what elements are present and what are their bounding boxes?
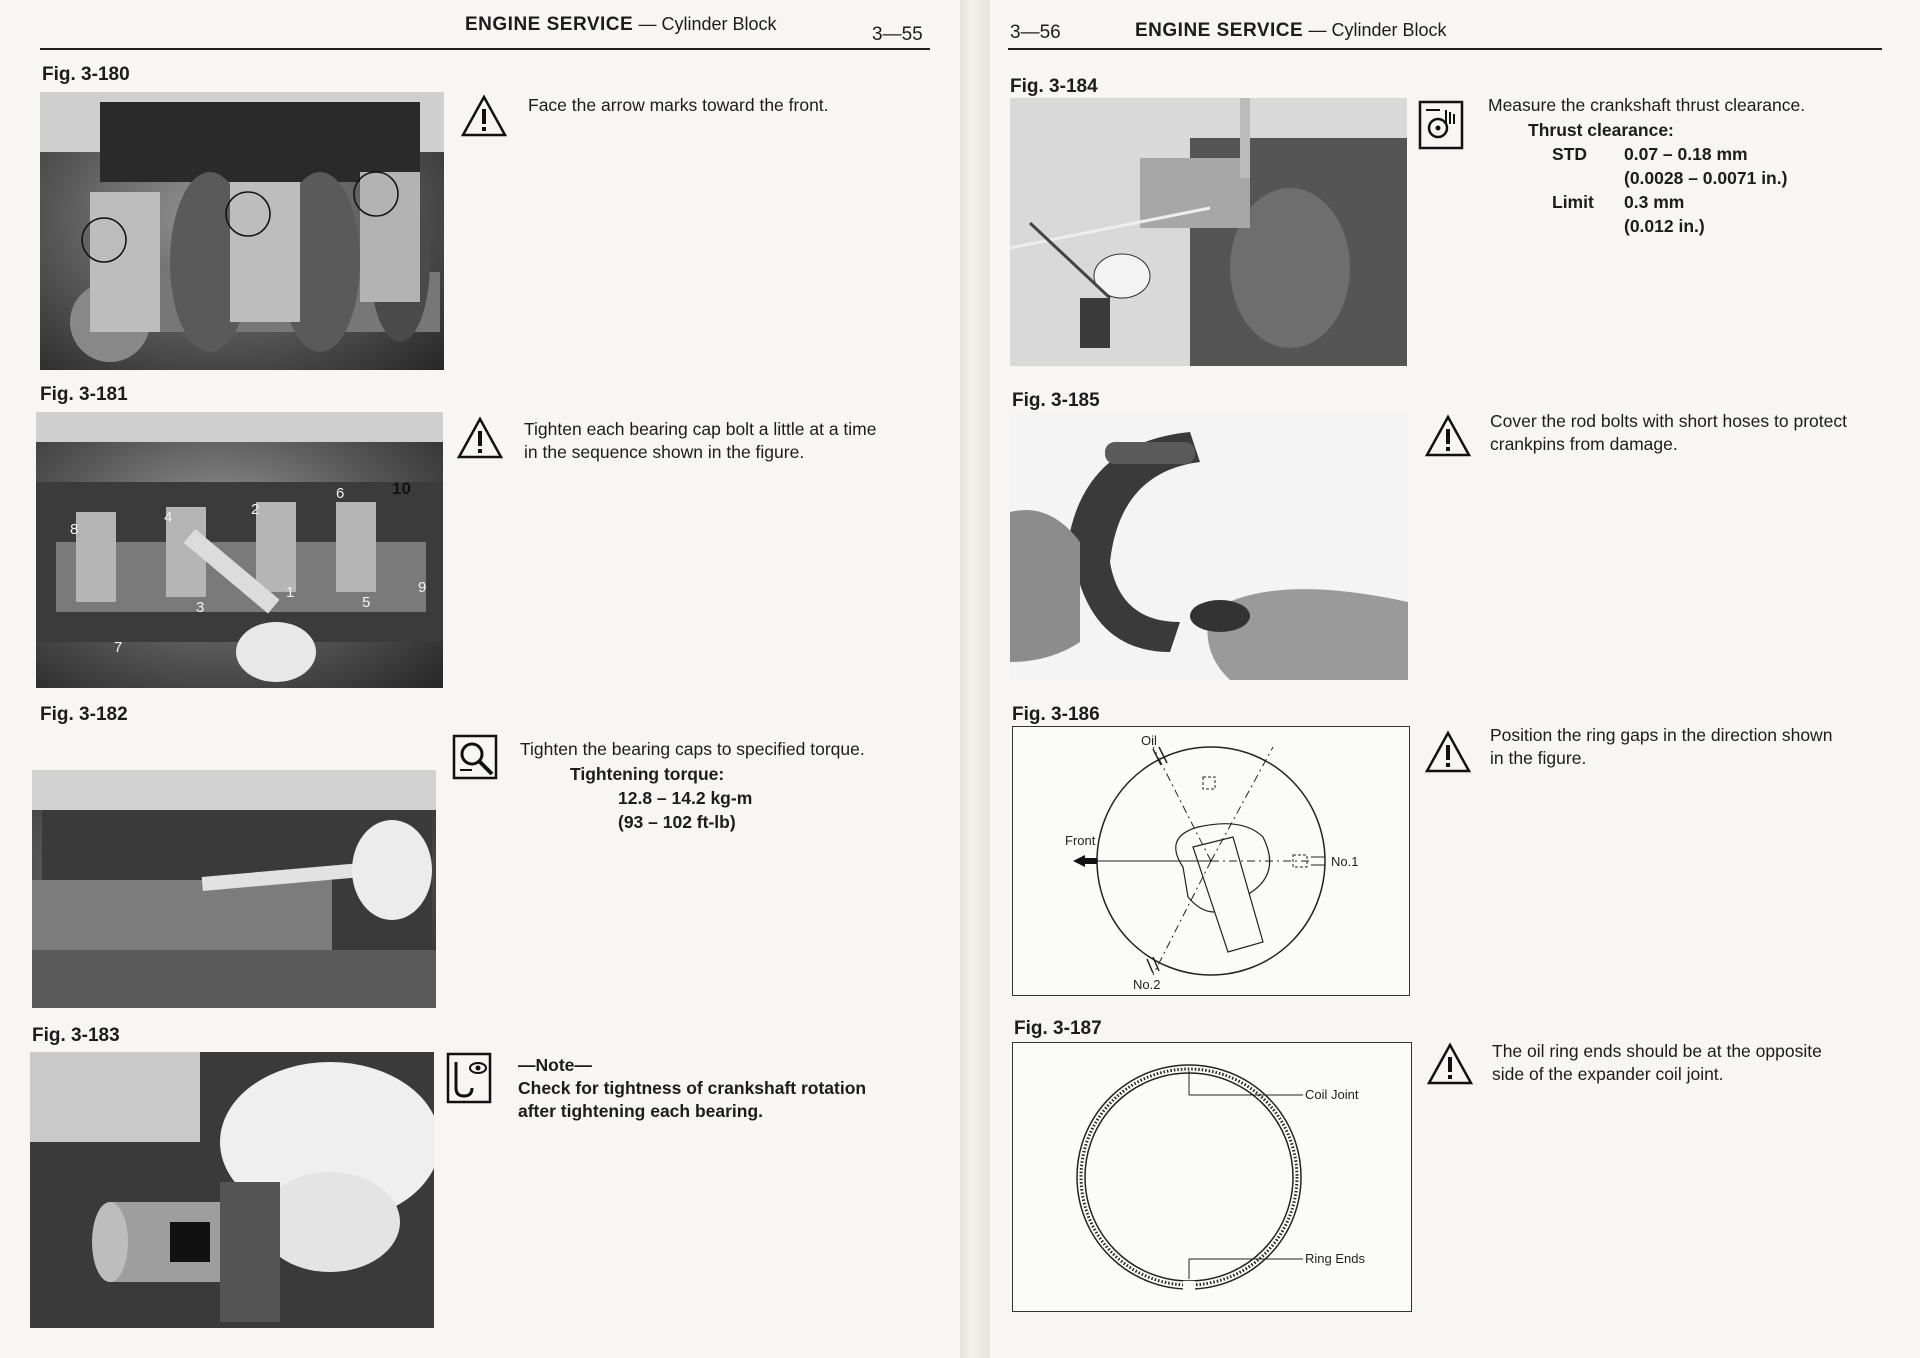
label-oil: Oil (1141, 733, 1157, 748)
note-block (518, 1054, 866, 1123)
torque-spec (570, 762, 752, 834)
fig-label: Fig. 3-180 (42, 64, 130, 85)
instruction-text: Measure the crankshaft thrust clearance. (1488, 95, 1806, 115)
sequence-label: 8 (70, 521, 79, 538)
instruction-text: Face the arrow marks toward the front. (528, 95, 829, 115)
fig-label: Fig. 3-183 (32, 1025, 120, 1046)
instruction-text: Tighten the bearing caps to specified torque. (520, 739, 865, 759)
instruction-line: Position the ring gaps in the direction shown (1490, 725, 1833, 745)
caution-triangle-icon (456, 416, 504, 460)
caution-triangle-icon (1426, 1042, 1474, 1086)
page-header-left (465, 14, 777, 36)
photo-torque-wrench (32, 770, 436, 1008)
sequence-label: 5 (362, 594, 371, 611)
page-header-right (1135, 20, 1447, 42)
fig-label: Fig. 3-187 (1014, 1018, 1102, 1039)
spec-value: 0.07 – 0.18 mm (1624, 144, 1748, 164)
label-no2: No.2 (1133, 977, 1161, 992)
spec-label: STD (1552, 144, 1587, 164)
note-title: —Note— (518, 1055, 592, 1075)
spec-title: Thrust clearance: (1528, 120, 1674, 140)
page-number-right: 3—56 (1010, 22, 1061, 43)
header-title: ENGINE SERVICE (465, 14, 634, 35)
header-rule (40, 48, 930, 50)
instruction-line: crankpins from damage. (1490, 434, 1678, 454)
spec-value: 0.3 mm (1624, 192, 1685, 212)
photo-rod-bolt-hoses (1010, 412, 1408, 680)
spec-value: 12.8 – 14.2 kg-m (618, 788, 753, 808)
caution-triangle-icon (1424, 730, 1472, 774)
instruction-line: in the figure. (1490, 748, 1587, 768)
label-coil-joint: Coil Joint (1305, 1087, 1359, 1102)
label-ring-ends: Ring Ends (1305, 1251, 1365, 1266)
instruction-line: The oil ring ends should be at the opposite (1492, 1041, 1822, 1061)
measure-gauge-icon (1418, 100, 1464, 150)
fig-label: Fig. 3-184 (1010, 76, 1098, 97)
caution-triangle-icon (460, 94, 508, 138)
spec-value: (0.0028 – 0.0071 in.) (1624, 168, 1788, 188)
right-page (990, 0, 1920, 1358)
visual-check-icon (446, 1052, 492, 1104)
header-subtitle: — Cylinder Block (638, 14, 777, 34)
spec-value: (0.012 in.) (1624, 216, 1705, 236)
sequence-label: 3 (196, 599, 205, 616)
header-title: ENGINE SERVICE (1135, 20, 1304, 41)
book-gutter (960, 0, 990, 1358)
fig-label: Fig. 3-186 (1012, 704, 1100, 725)
sequence-label: 9 (418, 579, 427, 596)
instruction-line: side of the expander coil joint. (1492, 1064, 1724, 1084)
spec-label: Limit (1552, 192, 1594, 212)
sequence-label: 2 (251, 501, 260, 518)
sequence-label: 4 (164, 509, 173, 526)
fig-label: Fig. 3-185 (1012, 390, 1100, 411)
caution-triangle-icon (1424, 414, 1472, 458)
spec-value: (93 – 102 ft-lb) (618, 812, 736, 832)
page-number-left: 3—55 (872, 24, 923, 45)
photo-bearing-cap-sequence (36, 412, 443, 688)
thrust-clearance-spec (1476, 118, 1856, 238)
torque-wrench-icon (452, 734, 498, 780)
instruction-line: Cover the rod bolts with short hoses to protect (1490, 411, 1847, 431)
header-subtitle: — Cylinder Block (1308, 20, 1447, 40)
photo-crankshaft-rotation-check (30, 1052, 434, 1328)
spec-title: Tightening torque: (570, 764, 725, 784)
instruction-text (1492, 1040, 1822, 1086)
label-front: Front (1065, 833, 1096, 848)
instruction-line: Tighten each bearing cap bolt a little at a time (524, 419, 877, 439)
instruction-text (1490, 724, 1832, 770)
note-line: after tightening each bearing. (518, 1101, 764, 1121)
diagram-oil-ring-ends (1012, 1042, 1412, 1312)
fig-label: Fig. 3-181 (40, 384, 128, 405)
instruction-text (1490, 410, 1847, 456)
sequence-label: 10 (392, 479, 411, 498)
note-line: Check for tightness of crankshaft rotation (518, 1078, 867, 1098)
instruction-line: in the sequence shown in the figure. (524, 442, 805, 462)
diagram-ring-gap-positions (1012, 726, 1410, 996)
label-no1: No.1 (1331, 854, 1359, 869)
photo-thrust-clearance-dial (1010, 98, 1407, 366)
instruction-text (524, 418, 876, 464)
photo-crankshaft-arrow-marks (40, 92, 444, 370)
header-rule (1008, 48, 1882, 50)
sequence-label: 1 (286, 584, 295, 601)
sequence-label: 7 (114, 639, 123, 656)
sequence-label: 6 (336, 485, 345, 502)
fig-label: Fig. 3-182 (40, 704, 128, 725)
